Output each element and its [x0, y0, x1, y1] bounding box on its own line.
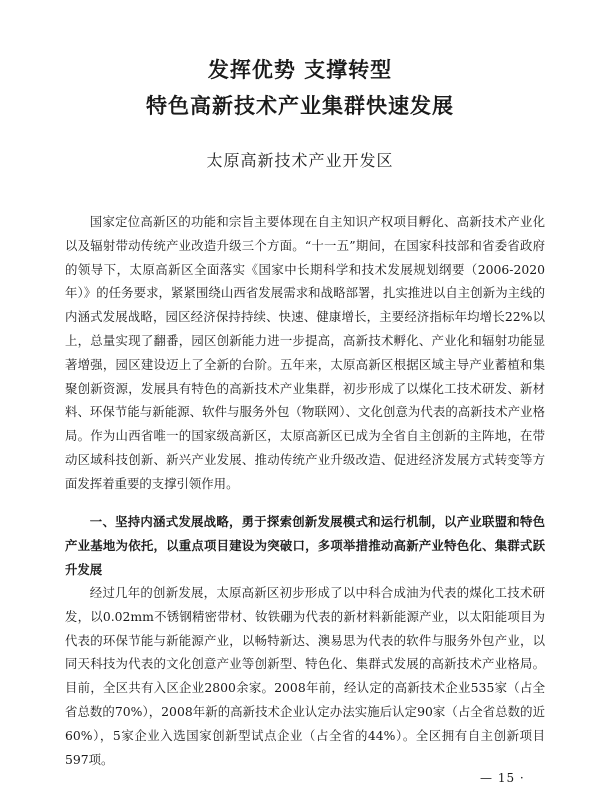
title-line-1: 发挥优势 支撑转型 [207, 58, 393, 82]
title-line-2: 特色高新技术产业集群快速发展 [146, 94, 454, 118]
paragraph-intro: 国家定位高新区的功能和宗旨主要体现在自主知识产权项目孵化、高新技术产业化以及辐射带动传统产业改造升级三个方面。“十一五”期间，在国家科技部和省委省政府的领导下，太原高新区全面落实《国家中长期科学和技术发展规划纲要（2006-2020年）》的任务要求，紧紧围绕山西省发展需求和战略部署，扎实推进以自主创新为主线的内涵式发展战略，园区经济保持持续、快速、健康增长，主要经济指标年均增长22%以上，总量实现了翻番，园区创新能力进一步提高，高新技术孵化、产业化和辐射功能显著增强，园区建设迈上了全新的台阶。五年来，太原高新区根据区域主导产业蓄植和集聚创新资源，发展具有特色的高新技术产业集群，初步形成了以煤化工技术研发、新材料、环保节能与新能源、软件与服务外包（物联网）、文化创意为代表的高新技术产业格局。作为山西省唯一的国家级高新区，太原高新区已成为全省自主创新的主阵地，在带动区域科技创新、新兴产业发展、推动传统产业升级改造、促进经济发展方式转变等方面发挥着重要的支撑引领作用。 [65, 214, 545, 491]
body-section-1 [65, 210, 545, 496]
body-section-2 [65, 581, 545, 771]
paragraph-development: 经过几年的创新发展，太原高新区初步形成了以中科合成油为代表的煤化工技术研发，以0.02mm不锈钢精密带材、钕铁硼为代表的新材料新能源产业，以太阳能项目为代表的环保节能与新能源产业，以畅特新达、澳易思为代表的软件与服务外包产业，以同天科技为代表的文化创意产业等创新型、特色化、集群式发展的高新技术产业格局。目前，全区共有入区企业2800余家。2008年前，经认定的高新技术企业535家（占全省总数的70%），2008年新的高新技术企业认定办法实施后认定90家（占全省总数的近60%），5家企业入选国家创新型试点企业（占全省的44%）。全区拥有自主创新项目597项。 [65, 585, 545, 767]
author-organization: 太原高新技术产业开发区 [206, 151, 394, 170]
page-number: — 15 · [480, 771, 525, 785]
section-heading-1: 一、坚持内涵式发展战略，勇于探索创新发展模式和运行机制，以产业联盟和特色产业基地为依托，以重点项目建设为突破口，多项举措推动高新产业特色化、集群式跃升发展 [65, 514, 545, 577]
